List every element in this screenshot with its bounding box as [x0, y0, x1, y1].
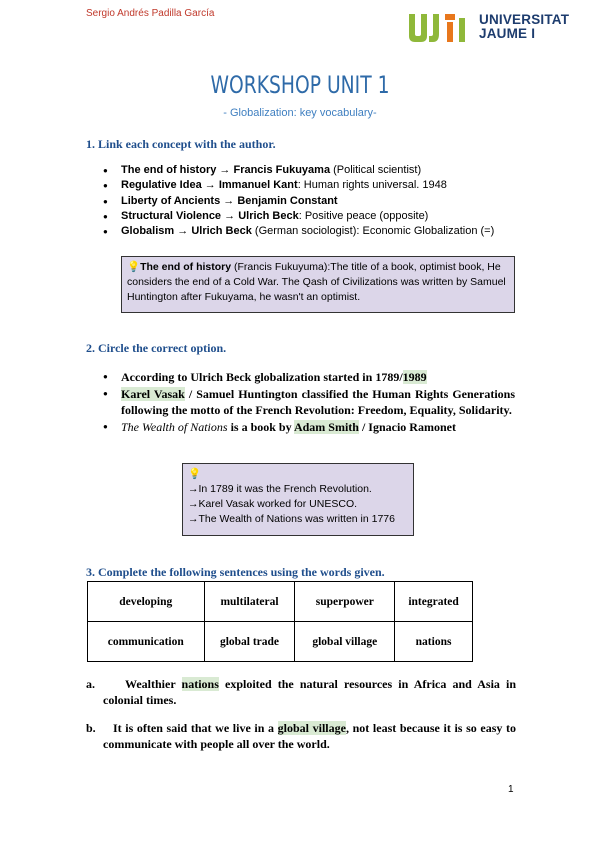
list-item: ● Karel Vasak / Samuel Huntington classified the Human Rights Generations following the motto of the French Revolution: Freedom, Equality, Solidarity. — [103, 386, 515, 419]
list-item: ● The end of history → Francis Fukuyama (Political scientist) — [103, 163, 494, 178]
list-item: ● Regulative Idea → Immanuel Kant: Human rights universal. 1948 — [103, 178, 494, 193]
answer-highlight: Karel Vasak — [121, 386, 185, 401]
answer-highlight: nations — [181, 677, 219, 691]
word-cell: global village — [295, 622, 395, 662]
sentence-label: b. — [86, 721, 96, 735]
word-cell: integrated — [395, 582, 473, 622]
tip-1-text: (Francis Fukuyuma):The title of a book, optimist book, He considers the end of a Cold War. The Qash of Civilizations was written by Samuel Huntington after Fukuyama, he wasn't an optimist. — [127, 261, 506, 303]
concept-author-list — [103, 163, 494, 239]
logo-line-2: JAUME I — [479, 26, 536, 41]
circle-option-list — [103, 369, 515, 435]
logo-line-1: UNIVERSITAT — [479, 12, 570, 27]
list-item: ● Structural Violence → Ulrich Beck: Positive peace (opposite) — [103, 209, 494, 224]
word-cell: communication — [88, 622, 205, 662]
sentence-a: a. Wealthier nations exploited the natural resources in Africa and Asia in colonial times. — [86, 677, 517, 707]
table-row — [88, 582, 473, 622]
list-item: ● Globalism → Ulrich Beck (German sociologist): Economic Globalization (=) — [103, 224, 494, 239]
word-cell: global trade — [204, 622, 295, 662]
word-cell: developing — [88, 582, 205, 622]
logo-wordmark — [479, 13, 569, 41]
university-logo — [409, 12, 574, 44]
tip-2-line: →The Wealth of Nations was written in 1776 — [188, 513, 395, 525]
list-item: ● According to Ulrich Beck globalization started in 1789/1989 — [103, 369, 515, 386]
tip-1-bold: The end of history — [140, 261, 232, 273]
sentence-b: b. It is often said that we live in a global village, not least because it is so easy to communicate with people all over the world. — [86, 721, 517, 751]
lightbulb-icon: 💡 — [188, 468, 202, 480]
answer-highlight: Adam Smith — [293, 419, 359, 434]
uji-logo-icon — [409, 14, 471, 42]
tip-2-line: →In 1789 it was the French Revolution. — [188, 483, 372, 495]
list-item: ● The Wealth of Nations is a book by Adam Smith / Ignacio Ramonet — [103, 419, 515, 436]
tip-box-2 — [182, 463, 414, 536]
section-2-heading: 2. Circle the correct option. — [86, 341, 227, 355]
tip-2-line: →Karel Vasak worked for UNESCO. — [188, 498, 358, 510]
section-3-heading: 3. Complete the following sentences using the words given. — [86, 565, 385, 579]
word-bank-table — [87, 581, 473, 662]
sentence-label: a. — [86, 677, 95, 691]
author-name: Sergio Andrés Padilla García — [86, 8, 215, 19]
page-subtitle: - Globalization: key vocabulary- — [223, 107, 377, 119]
word-cell: multilateral — [204, 582, 295, 622]
page-number: 1 — [508, 784, 514, 795]
list-item: ● Liberty of Ancients → Benjamin Constant — [103, 194, 494, 209]
lightbulb-icon: 💡 — [127, 261, 141, 273]
table-row — [88, 622, 473, 662]
word-cell: superpower — [295, 582, 395, 622]
tip-box-1 — [121, 256, 515, 313]
section-1-heading: 1. Link each concept with the author. — [86, 137, 276, 151]
answer-highlight: global village — [277, 721, 346, 735]
word-cell: nations — [395, 622, 473, 662]
answer-highlight: 1989 — [402, 370, 427, 384]
page-title: WORKSHOP UNIT 1 — [210, 71, 390, 99]
